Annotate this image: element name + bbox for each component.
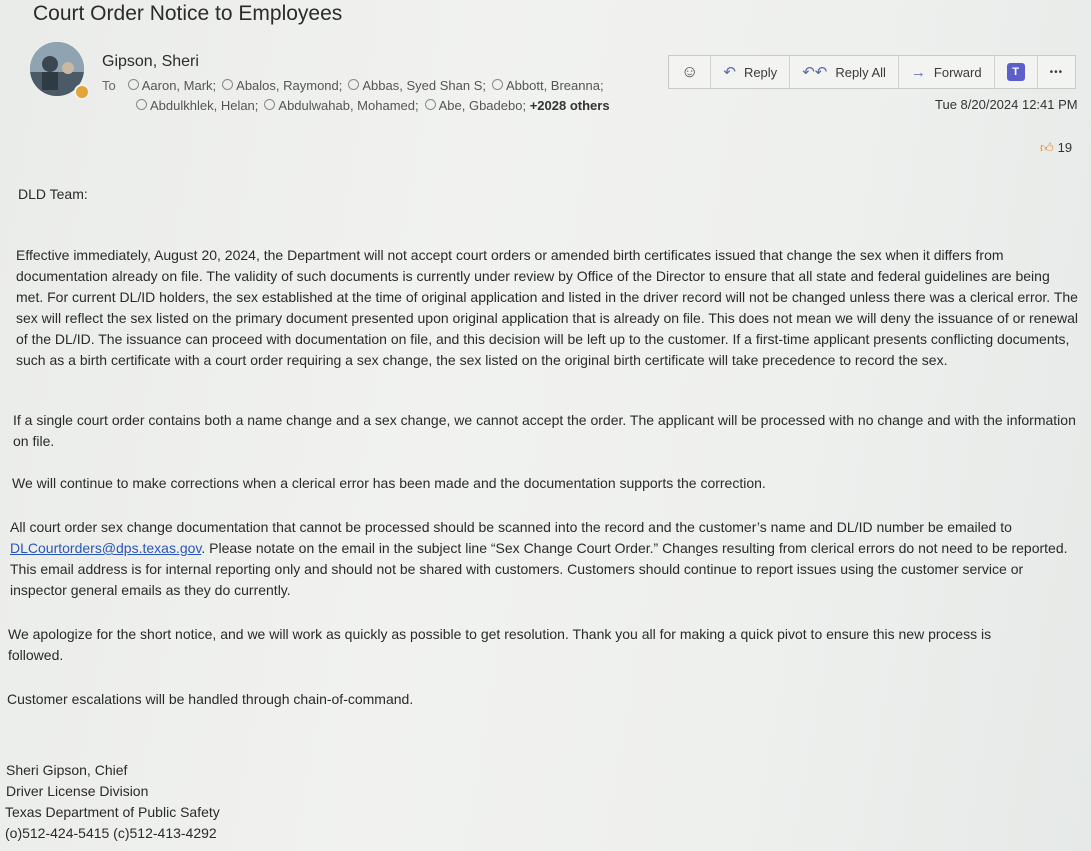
recipients-row-2 [102, 96, 662, 116]
presence-circle-icon [492, 79, 503, 90]
signature-division: Driver License Division [6, 783, 149, 799]
presence-circle-icon [348, 79, 359, 90]
paragraph-name-and-sex-change: If a single court order contains both a name change and a sex change, we cannot accept the order. The applicant will be processed with no change and with the information on file. [13, 412, 1076, 449]
presence-circle-icon [136, 99, 147, 110]
email-subject: Court Order Notice to Employees [33, 2, 343, 25]
presence-circle-icon [425, 99, 436, 110]
paragraph-clerical-corrections: We will continue to make corrections when a clerical error has been made and the documentation supports the correction. [12, 475, 766, 491]
reporting-text-start: All court order sex change documentation that cannot be processed should be scanned into the record and the customer’s name and DL/ID number be emailed to [10, 519, 1012, 535]
more-recipients-link[interactable]: +2028 others [529, 98, 610, 113]
forward-label: Forward [933, 64, 982, 80]
recipient[interactable]: Abdulkhlek, Helan; [150, 98, 259, 113]
reporting-text-end: . Please notate on the email in the subject line “Sex Change Court Order.” Changes resulting from clerical errors do not need to be reported. This email address is for internal reporting only and should not be shared with customers. Customers should continue to report issues using the customer service or inspector general emails as they do currently. [10, 540, 1068, 598]
recipient[interactable]: Abdulwahab, Mohamed; [278, 98, 419, 113]
presence-status-icon [74, 84, 90, 100]
recipient[interactable]: Abe, Gbadebo; [438, 98, 527, 113]
teams-icon: T [1007, 63, 1025, 81]
reply-all-label: Reply All [835, 64, 886, 80]
forward-arrow-icon: → [910, 63, 926, 81]
smiley-icon: ☺ [681, 62, 699, 81]
recipients-row-1 [102, 76, 662, 96]
report-email-link[interactable]: DLCourtorders@dps.texas.gov [10, 540, 202, 556]
recipient[interactable]: Abbas, Syed Shan S; [362, 78, 486, 93]
reply-all-button[interactable] [790, 56, 899, 88]
forward-button[interactable] [899, 56, 995, 88]
to-label: To [102, 78, 116, 93]
presence-circle-icon [264, 99, 275, 110]
sent-date: Tue 8/20/2024 12:41 PM [935, 97, 1078, 112]
ellipsis-icon: ••• [1049, 66, 1064, 78]
reply-arrow-icon: ↶ [723, 64, 736, 81]
recipient[interactable]: Abbott, Breanna; [505, 78, 604, 93]
more-actions-button[interactable] [1038, 56, 1076, 88]
reply-all-arrow-icon: ↶↶ [802, 64, 828, 81]
signature-phones: (o)512-424-5415 (c)512-413-4292 [5, 825, 217, 841]
presence-circle-icon [222, 79, 233, 90]
paragraph-reporting [10, 517, 1082, 601]
teams-button[interactable] [995, 56, 1038, 88]
paragraph-apology: We apologize for the short notice, and we will work as quickly as possible to get resolution. Thank you all for making a quick pivot to ensure this new process is followed. [8, 626, 992, 663]
greeting: DLD Team: [18, 186, 88, 202]
paragraph-escalations: Customer escalations will be handled through chain-of-command. [7, 691, 414, 707]
recipient[interactable]: Aaron, Mark; [141, 78, 217, 93]
reply-button[interactable] [711, 56, 790, 88]
like-reactions[interactable] [1040, 140, 1072, 156]
thumbs-up-icon: 👍︎ [1040, 140, 1054, 155]
signature-name: Sheri Gipson, Chief [6, 762, 128, 778]
like-count: 19 [1057, 140, 1073, 155]
paragraph-policy: Effective immediately, August 20, 2024, the Department will not accept court orders or amended birth certificates issued that change the sex when it differs from documentation already on file. The validity of such documents is currently under review by Office of the Director to ensure that all state and federal guidelines are being met. For current DL/ID holders, the sex established at the time of original application and listed in the driver record will not be changed unless there was a clerical error. The sex will reflect the sex listed on the primary document presented upon original application that is already on file. This does not mean we will deny the issuance of or renewal of the DL/ID. The issuance can proceed with documentation on file, and this decision will be left up to the customer. If a first-time applicant presents conflicting documents, such as a birth certificate with a court order requiring a sex change, the sex listed on the original birth certificate will take precedence to record the sex. [16, 247, 1078, 368]
presence-circle-icon [128, 79, 139, 90]
recipients-list [102, 76, 662, 116]
sender-name[interactable]: Gipson, Sheri [102, 53, 199, 70]
recipient[interactable]: Abalos, Raymond; [236, 78, 343, 93]
reply-label: Reply [743, 64, 778, 80]
signature-agency: Texas Department of Public Safety [5, 804, 220, 820]
emoji-reaction-button[interactable] [669, 56, 711, 88]
message-toolbar [668, 55, 1076, 89]
